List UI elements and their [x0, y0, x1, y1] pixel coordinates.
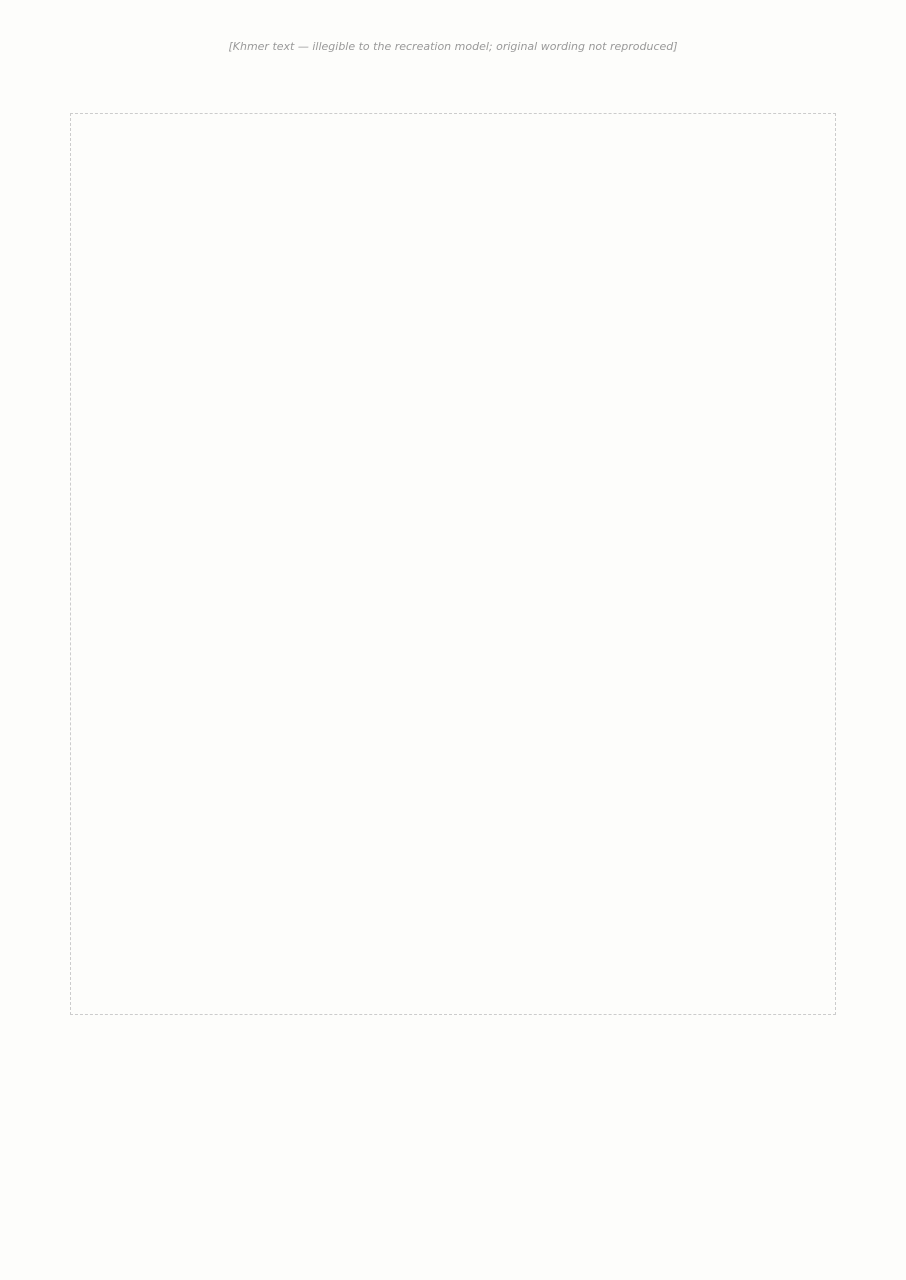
body-placeholder [70, 113, 836, 1015]
illegible-note: [Khmer text — illegible to the recreation model; original wording not reproduced] [228, 40, 678, 53]
title-block [70, 40, 836, 53]
